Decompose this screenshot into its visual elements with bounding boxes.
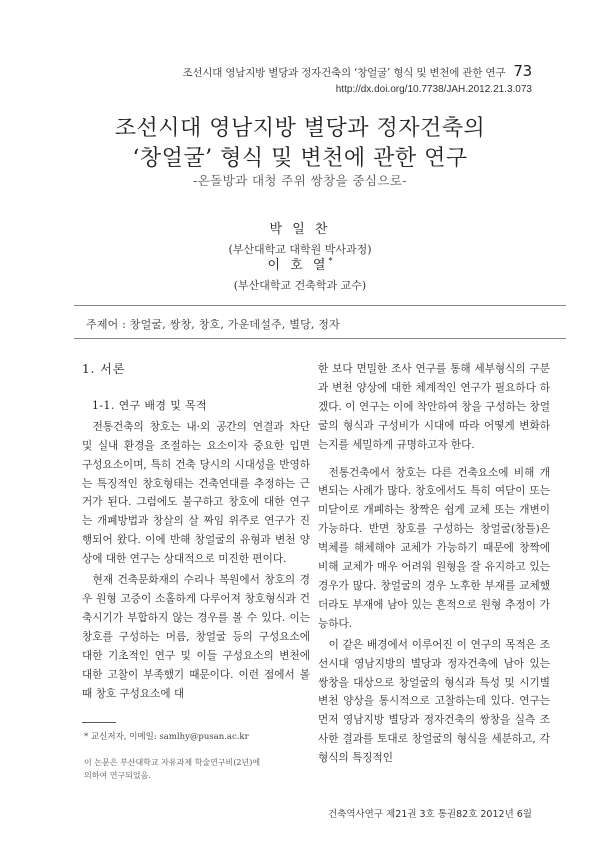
section-heading: 1. 서론 <box>82 362 126 376</box>
body-paragraph: 한 보다 면밀한 조사 연구를 통해 세부형식의 구분과 변천 양상에 대한 체계적인 연구가 필요하다 하겠다. 이 연구는 이에 착안하여 창을 구성하는 창얼굴의 형식과 구성비가 시대에 따라 어떻게 변화하는지를 세밀하게 규명하고자 한다. <box>318 363 550 451</box>
corresponding-author-mark: * <box>328 256 333 266</box>
author-affiliation: (부산대학교 건축학과 교수) <box>233 279 367 292</box>
author-1 <box>0 218 600 257</box>
subsection-heading: 1-1. 연구 배경 및 목적 <box>92 398 208 412</box>
footnote-rule <box>82 722 116 723</box>
page-number: 73 <box>513 62 532 80</box>
running-title: 조선시대 영남지방 별당과 정자건축의 ‘창얼굴’ 형식 및 변천에 관한 연구 <box>182 67 506 79</box>
body-paragraph: 현재 건축문화재의 수리나 복원에서 창호의 경우 원형 고증이 소홀하게 다루어져 창호형식과 건축시기가 부합하지 않는 경우를 볼 수 있다. 이는 창호를 구성하는 머름, 창얼굴 등의 구성요소에 대한 기초적인 연구 및 이들 구성요소의 변천에 대한 고찰이 부족했기 때문이다. 이런 점에서 볼 때 창호 구성요소에 대 <box>82 574 310 700</box>
author-name-text: 이 호 열 <box>267 258 329 273</box>
author-affiliation: (부산대학교 대학원 박사과정) <box>228 243 372 256</box>
doi-link[interactable]: http://dx.doi.org/10.7738/JAH.2012.21.3.073 <box>335 84 532 95</box>
article-subtitle: -온돌방과 대청 주위 쌍창을 중심으로- <box>193 173 407 188</box>
article-title-line-2: ‘창얼굴’ 형식 및 변천에 관한 연구 <box>132 146 468 171</box>
author-name: 박 일 찬 <box>269 222 331 237</box>
body-paragraph: 전통건축의 창호는 내·외 공간의 연결과 차단 및 실내 환경을 조절하는 요소이자 중요한 입면 구성요소이며, 특히 건축 당시의 시대성을 반영하는 특징적인 창호형태는 건축연대를 추정하는 근거가 된다. 그럼에도 불구하고 창호에 대한 연구는 개폐방법과 창살의 살 짜임 위주로 연구가 진행되어 왔다. 이에 반해 창얼굴의 유형과 변천 양상에 대한 연구는 상대적으로 미진한 편이다. <box>82 420 310 566</box>
keywords: 주제어 : 창얼굴, 쌍창, 창호, 가운데설주, 별당, 정자 <box>86 318 340 331</box>
body-paragraph: 전통건축에서 창호는 다른 건축요소에 비해 개변되는 사례가 많다. 창호에서도 특히 여닫이 또는 미닫이로 개폐하는 창짝은 쉽게 교체 또는 개변이 가능하다. 반면 창호를 구성하는 창얼굴(창틀)은 벽체를 해체해야 교체가 가능하기 때문에 창짝에 비해 교체가 매우 어려워 원형을 잘 유지하고 있는 경우가 많다. 창얼굴의 경우 노후한 부재를 교체했더라도 부재에 남아 있는 흔적으로 원형 추정이 가능하다. <box>318 466 550 630</box>
author-2 <box>0 254 600 293</box>
footnote-funding: 이 논문은 부산대학교 자유과제 학술연구비(2년)에 의하여 연구되었음. <box>84 758 261 780</box>
running-head <box>90 62 532 80</box>
left-column <box>82 360 310 703</box>
right-column <box>318 360 550 768</box>
article-title-line-1: 조선시대 영남지방 별당과 정자건축의 <box>114 116 486 141</box>
footnote-corresponding-author: * 교신저자, 이메일: samlhy@pusan.ac.kr <box>84 732 249 742</box>
keywords-top-rule <box>74 305 566 306</box>
author-name <box>0 254 600 273</box>
article-title-block <box>0 114 600 189</box>
journal-footer: 건축역사연구 제21권 3호 통권82호 2012년 6월 <box>327 809 532 820</box>
body-paragraph: 이 같은 배경에서 이루어진 이 연구의 목적은 조선시대 영남지방의 별당과 정자건축에 남아 있는 쌍창을 대상으로 창얼굴의 형식과 특성 및 시기별 변천 양상을 통시적으로 고찰하는데 있다. 연구는 먼저 영남지방 별당과 정자건축의 쌍창을 실측 조사한 결과를 토대로 창얼굴의 형식을 세분하고, 각 형식의 특징적인 <box>318 638 550 765</box>
keywords-bottom-rule <box>74 338 566 339</box>
